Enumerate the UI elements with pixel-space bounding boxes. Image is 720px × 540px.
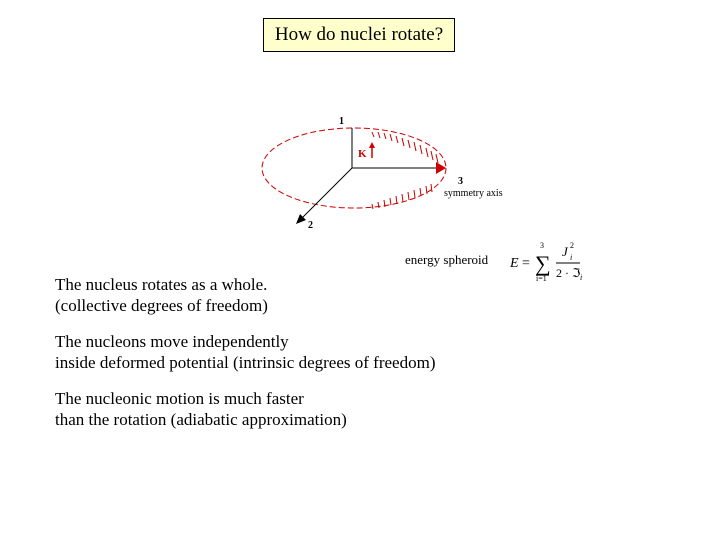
formula-numerator: J <box>562 244 568 259</box>
svg-text:=: = <box>522 256 530 271</box>
formula-sum-upper: 3 <box>540 241 544 250</box>
paragraph-line: than the rotation (adiabatic approximation) <box>55 410 347 429</box>
paragraph-line: The nucleonic motion is much faster <box>55 389 304 408</box>
formula-denominator: 2 · ℑ <box>556 266 581 280</box>
paragraph-adiabatic <box>55 388 347 430</box>
spheroid-hatch-upper <box>372 132 438 163</box>
energy-spheroid-label: energy spheroid <box>405 252 489 267</box>
k-label: K <box>358 148 367 160</box>
spheroid-hatch-lower <box>372 184 432 209</box>
paragraph-line: inside deformed potential (intrinsic degrees of freedom) <box>55 353 436 372</box>
formula-lhs: E <box>510 256 519 271</box>
page-title: How do nuclei rotate? <box>274 24 444 45</box>
axis-2-label: 2 <box>308 220 313 231</box>
formula-numerator-sub: i <box>570 253 573 262</box>
formula-sum-sign: ∑ <box>535 251 551 276</box>
formula-sum-lower: i=1 <box>536 274 547 283</box>
paragraph-line: The nucleus rotates as a whole. <box>55 275 268 294</box>
formula-denominator-sub: i <box>580 273 583 282</box>
paragraph-line: The nucleons move independently <box>55 332 289 351</box>
axis-1-label: 1 <box>339 116 344 127</box>
symmetry-axis-label: symmetry axis <box>444 188 503 199</box>
paragraph-collective <box>55 274 268 316</box>
k-arrowhead <box>369 142 375 148</box>
symmetry-axis-tip <box>436 162 446 174</box>
energy-formula <box>509 241 582 283</box>
axis-2-line <box>300 168 352 220</box>
axis-3-label: 3 <box>458 176 463 187</box>
paragraph-intrinsic <box>55 331 435 373</box>
paragraph-line: (collective degrees of freedom) <box>55 296 268 315</box>
formula-numerator-sup: 2 <box>570 241 574 250</box>
